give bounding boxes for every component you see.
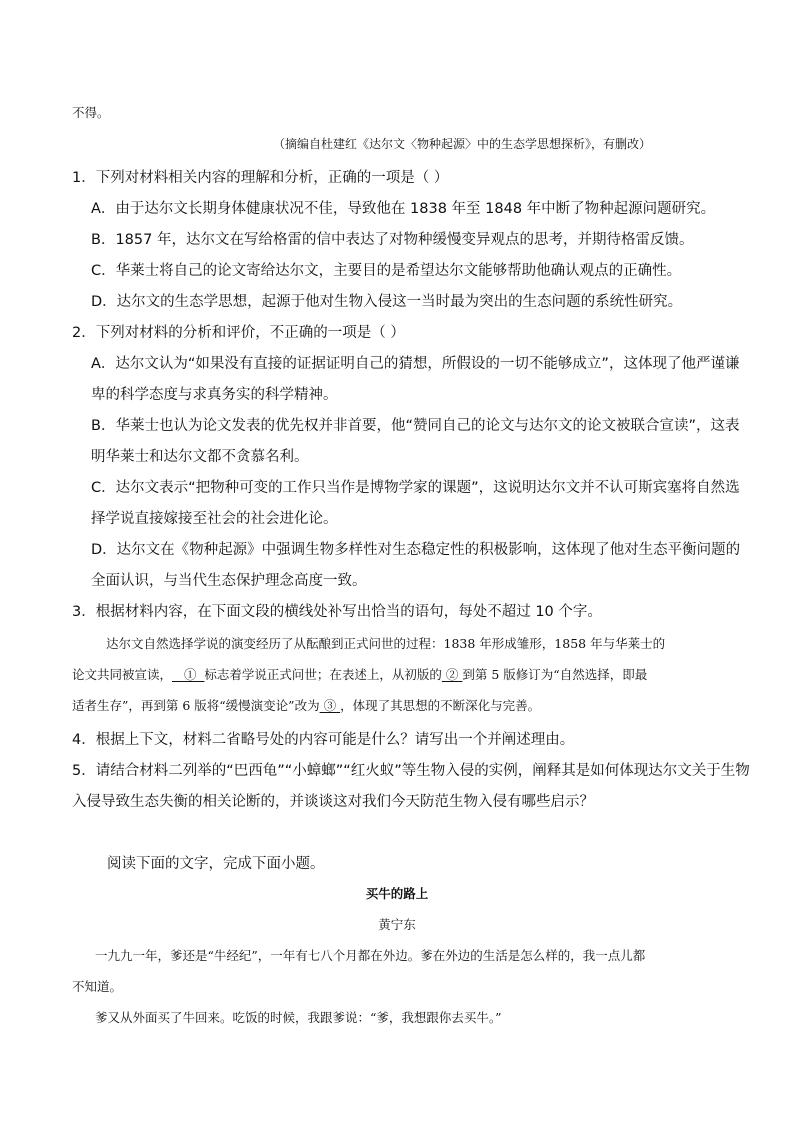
blank-2[interactable]: ②	[445, 667, 459, 682]
q2-option-b-line2: 明华莱士和达尔文都不贪慕名利。	[91, 449, 309, 465]
reading-intro: 阅读下面的文字，完成下面小题。	[107, 856, 325, 872]
q5-line2: 入侵导致生态失衡的相关论断的，并谈谈这对我们今天防范生物入侵有哪些启示？	[72, 794, 594, 810]
q1-option-d: D．达尔文的生态学思想，起源于他对生物入侵这一当时最为突出的生态问题的系统性研究。	[91, 294, 683, 310]
q2-stem: 2．下列对材料的分析和评价，不正确的一项是（ ）	[72, 325, 405, 341]
story-title: 买牛的路上	[365, 886, 429, 901]
q3-passage-line2: 论文共同被宣读， ① 标志着学说正式问世；在表述上，从初版的 ② 到第 5 版修订为“自然选择，即最	[72, 667, 648, 682]
q5-line1: 5．请结合材料二列举的“巴西龟”“小蟑螂”“红火蚁”等生物入侵的实例，阐释其是如何体现达尔文关于生物	[72, 763, 750, 779]
blank-3[interactable]: ③	[323, 698, 337, 713]
story-paragraph-1-line1: 一九九一年，爹还是“牛经纪”，一年有七八个月都在外边。爹在外边的生活是怎么样的，我一点儿都	[95, 948, 646, 963]
q2-option-d-line1: D．达尔文在《物种起源》中强调生物多样性对生态稳定性的积极影响，这体现了他对生态平衡问题的	[91, 542, 741, 558]
top-fragment: 不得。	[72, 105, 110, 120]
q1-option-c: C．华莱士将自己的论文寄给达尔文，主要目的是希望达尔文能够帮助他确认观点的正确性。	[91, 263, 682, 279]
q2-option-d-line2: 全面认识，与当代生态保护理念高度一致。	[91, 573, 367, 589]
q2-option-a-line1: A．达尔文认为“如果没有直接的证据证明自己的猜想，所假设的一切不能够成立”，这体现了他严谨谦	[91, 356, 740, 372]
q3-passage-line1: 达尔文自然选择学说的演变经历了从酝酿到正式问世的过程：1838 年形成雏形，1858 年与华莱士的	[106, 636, 666, 651]
story-paragraph-1-line2: 不知道。	[72, 979, 123, 994]
blank-1[interactable]: ①	[183, 667, 197, 682]
q2-option-b-line1: B．华莱士也认为论文发表的优先权并非首要，他“赞同自己的论文与达尔文的论文被联合宣读”，这表	[91, 418, 740, 434]
q2-option-c-line2: 择学说直接嫁接至社会的社会进化论。	[91, 511, 338, 527]
q1-stem: 1．下列对材料相关内容的理解和分析，正确的一项是（ ）	[72, 170, 449, 186]
q3-stem: 3．根据材料内容，在下面文段的横线处补写出恰当的语句，每处不超过 10 个字。	[72, 604, 602, 620]
source-note: （摘编自杜建红《达尔文〈物种起源〉中的生态学思想探析》，有删改）	[273, 137, 652, 151]
story-author: 黄宁东	[378, 917, 416, 932]
q1-option-a: A．由于达尔文长期身体健康状况不佳，导致他在 1838 年至 1848 年中断了物种起源问题研究。	[91, 201, 716, 217]
q4-stem: 4．根据上下文，材料二省略号处的内容可能是什么？请写出一个并阐述理由。	[72, 732, 575, 748]
story-paragraph-2: 爹又从外面买了牛回来。吃饭的时候，我跟爹说：“爹，我想跟你去买牛。”	[95, 1010, 502, 1025]
q2-option-c-line1: C．达尔文表示“把物种可变的工作只当作是博物学家的课题”，这说明达尔文并不认可斯宾塞将自然选	[91, 480, 740, 496]
q2-option-a-line2: 卑的科学态度与求真务实的科学精神。	[91, 387, 338, 403]
q1-option-b: B．1857 年，达尔文在写给格雷的信中表达了对物种缓慢变异观点的思考，并期待格雷反馈。	[91, 232, 694, 248]
q3-passage-line3: 适者生存”，再到第 6 版将“缓慢演变论”改为 ③ ，体现了其思想的不断深化与完善。	[72, 698, 541, 713]
